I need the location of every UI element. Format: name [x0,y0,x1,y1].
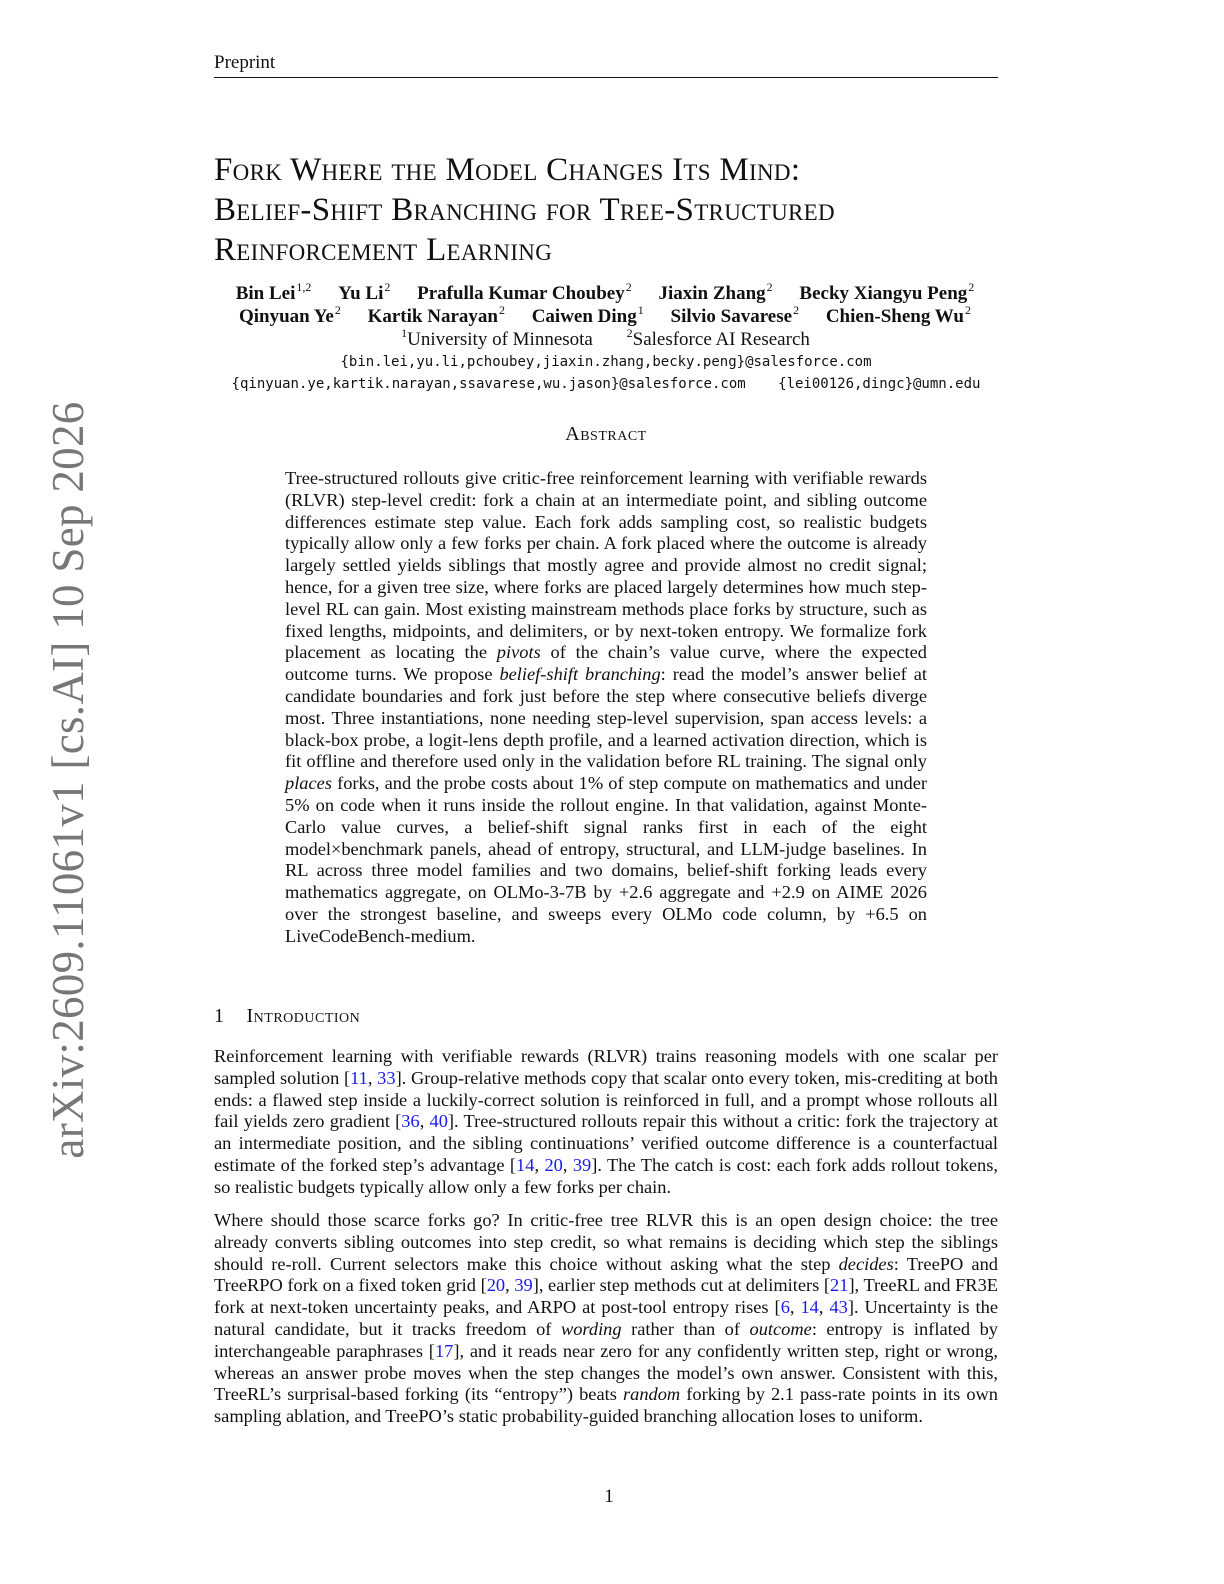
affiliations [190,326,1020,351]
citation-link[interactable]: 6 [780,1297,790,1318]
email-line-2 [106,376,1106,392]
title-line-1: Fork Where the Model Changes Its Mind: [214,152,801,188]
author-list-row-2 [190,303,1020,328]
author: Becky Xiangyu Peng$^2$ [799,280,975,304]
citation-link[interactable]: 36 [401,1111,420,1132]
author: Chien-Sheng Wu$^2$ [825,303,971,327]
citation-link[interactable]: 33 [377,1067,396,1088]
author-list-row-1 [190,280,1020,305]
running-header: Preprint [214,52,276,73]
email-group: {lei00126,dingc}@umn.edu [778,376,981,392]
section-heading: 1 Introduction [214,1005,361,1027]
author: Yu Li$^2$ [338,280,391,304]
affiliation: $^1$University of Minnesota [401,326,593,350]
email-group: {qinyuan.ye,kartik.narayan,ssavarese,wu.jason}@salesforce.com [231,376,746,392]
author: Caiwen Ding$^1$ [531,303,644,327]
citation-link[interactable]: 14 [800,1297,819,1318]
title-line-2: Belief-Shift Branching for Tree-Structured [214,192,835,228]
author: Qinyuan Ye$^2$ [238,303,341,327]
affiliation: $^2$Salesforce AI Research [626,326,810,350]
author: Prafulla Kumar Choubey$^2$ [417,280,632,304]
page-number: 1 [604,1486,614,1507]
citation-link[interactable]: 20 [486,1275,506,1296]
author: Kartik Narayan$^2$ [367,303,505,327]
citation-link[interactable]: 11 [350,1067,368,1088]
abstract-body: Tree-structured rollouts give critic-free reinforcement learning with verifiable rewards (RLVR) step-level credit: fork a chain at an intermediate point, and sibling outcome differences estimate step value. Each fork adds sampling cost, so realistic budgets typically allow only a few forks per chain. A fork placed where the outcome is already largely settled yields siblings that mostly agree and provide almost no credit signal; hence, for a given tree size, where forks are placed largely determines how much step-level RL can gain. Most existing mainstream methods place forks by structure, such as fixed lengths, midpoints, and delimiters, or by next-token entropy. We formalize fork placement as locating the pivots of the chain’s value curve, where the expected outcome turns. We propose belief-shift branching: read the model’s answer belief at candidate boundaries and fork just before the step where consecutive beliefs diverge most. Three instantiations, none needing step-level supervision, span access levels: a black-box probe, a logit-lens depth profile, and a learned activation direction, which is fit offline and therefore used only in the validation before RL training. The signal only places forks, and the probe costs about 1% of step compute on mathematics and under 5% on code when it runs inside the rollout engine. In that validation, against Monte-Carlo value curves, a belief-shift signal ranks first in each of the eight model×benchmark panels, ahead of entropy, structural, and LLM-judge baselines. In RL across three model families and two domains, belief-shift forking leads every mathematics aggregate, on OLMo-3-7B by +2.6 aggregate and +2.9 on AIME 2026 over the strongest baseline, and sweeps every OLMo code column, by +6.5 on LiveCodeBench-medium. [285,468,928,946]
header-rule [214,77,998,78]
citation-link[interactable]: 17 [434,1340,454,1361]
intro-paragraph-2: Where should those scarce forks go? In critic-free tree RLVR this is an open design choice: the tree already converts sibling outcomes into step credit, so what remains is deciding which step the siblings should re-roll. Current selectors make this choice without asking what the step decides: TreePO and TreeRPO fork on a fixed token grid [20, 39], earlier step methods cut at delimiters [21], TreeRL and FR3E fork at next-token uncertainty peaks, and ARPO at post-tool entropy rises [6, 14, 43]. Uncertainty is the natural candidate, but it tracks freedom of wording rather than of outcome: entropy is inflated by interchangeable paraphrases [17], and it reads near zero for any confidently written step, right or wrong, whereas an answer probe moves when the step changes the model’s own answer. Consistent with this, TreeRL’s surprisal-based forking (its “entropy”) beats random forking by 2.1 pass-rate points in its own sampling ablation, and TreePO’s static probability-guided branching allocation loses to uniform. [214,1210,999,1427]
paper-title [214,150,1014,270]
author: Silvio Savarese$^2$ [670,303,800,327]
citation-link[interactable]: 39 [514,1275,533,1296]
citation-link[interactable]: 40 [429,1111,448,1132]
citation-link[interactable]: 39 [572,1154,592,1175]
author: Jiaxin Zhang$^2$ [658,280,773,304]
citation-link[interactable]: 43 [829,1297,848,1318]
citation-link[interactable]: 20 [544,1154,563,1175]
intro-paragraph-1: Reinforcement learning with verifiable rewards (RLVR) trains reasoning models with one scalar per sampled solution [11, 33]. Group-relative methods copy that scalar onto every token, mis-crediting at both ends: a flawed step inside a luckily-correct solution is reinforced in full, and a prompt whose rollouts all fail yields zero gradient [36, 40]. Tree-structured rollouts repair this without a critic: fork the trajectory at an intermediate position, and the sibling continuations’ verified outcome difference is a counterfactual estimate of the forked step’s advantage [14, 20, 39]. The The catch is cost: each fork adds rollout tokens, so realistic budgets typically allow only a few forks per chain. [214,1046,999,1197]
author: Bin Lei$^{1,2}$ [235,280,312,304]
citation-link[interactable]: 21 [830,1275,849,1296]
arxiv-side-identifier: arXiv:2609.11061v1 [cs.AI] 10 Sep 2026 [43,401,93,1159]
citation-link[interactable]: 14 [516,1154,535,1175]
email-line-1: {bin.lei,yu.li,pchoubey,jiaxin.zhang,becky.peng}@salesforce.com [340,354,872,370]
abstract-heading: Abstract [565,423,647,445]
title-line-3: Reinforcement Learning [214,232,553,268]
